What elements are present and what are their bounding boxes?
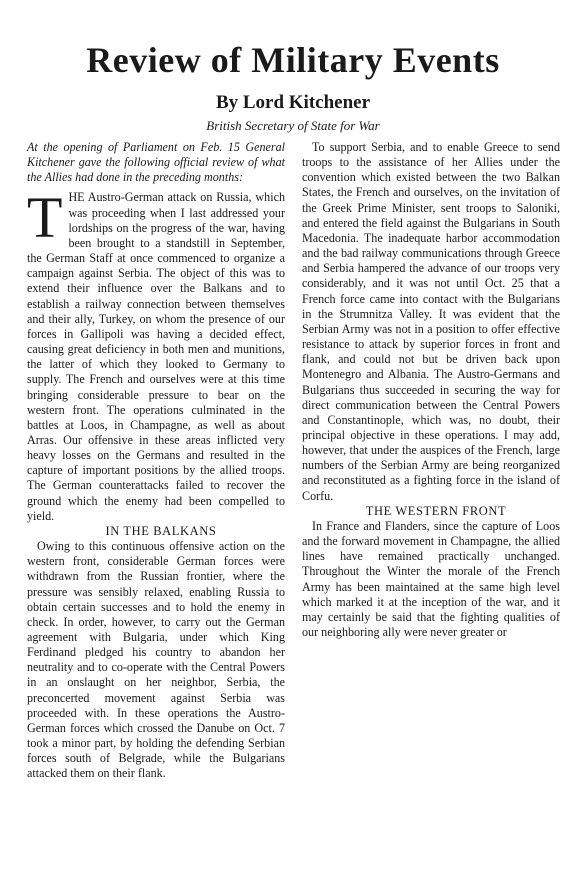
- body-paragraph: [302, 140, 560, 504]
- right-column: [302, 140, 560, 640]
- paragraph-text: To support Serbia, and to enable Greece to send troops to the assistance of her Allies under the convention which existed between the two Balkan States, the French and ourselves, on the invitation of the Greek Prime Minister, sent troops to Saloniki, and entered the field against the Bulgarians in South Macedonia. The inadequate harbor accommodation and the bad railway communications through Greece and Serbia hampered the advance of our troops very considerably, and it was not until Oct. 25 that a French force came into contact with the Bulgarians in the Strumnitza Valley. It was evident that the Serbian Army was not in a position to offer effective resistance to attack by superior forces in front and flank, and could not but be driven back upon Montenegro and Albania. The Austro-Germans and Bulgarians thus succeeded in securing the way for direct communication between the Central Powers and Constantinople, which was, no doubt, their principal objective in these operations. I may add, however, that under the auspices of the French, large numbers of the Serbian Army are being reorganized and reconstituted as a fighting force in the island of Corfu.: [302, 140, 560, 503]
- body-paragraph: [27, 185, 285, 523]
- section-heading-balkans: IN THE BALKANS: [105, 523, 217, 538]
- body-paragraph: [27, 539, 285, 782]
- section-heading-western: THE WESTERN FRONT: [365, 503, 507, 518]
- page-title: Review of Military Events: [86, 40, 500, 80]
- author-role: British Secretary of State for War: [206, 118, 380, 133]
- author-byline: By Lord Kitchener: [215, 92, 371, 113]
- paragraph-text: In France and Flanders, since the capture of Loos and the forward movement in Champagne, the allied lines have remained practically unchanged. Throughout the Winter the morale of the French Army has been maintained at the same high level which marked it at the inception of the war, and it may certainly be said that the fighting qualities of our neighboring ally were never greater or: [302, 518, 560, 639]
- left-column: [27, 140, 285, 782]
- drop-cap: T: [27, 185, 63, 251]
- paragraph-text: Owing to this continuous offensive action on the western front, considerable German forces were withdrawn from the Russian frontier, where the pressure was sensibly relaxed, enabling Russia to obtain certain successes and to hold the enemy in check. In order, however, to carry out the German agreement with Bulgaria, under which King Ferdinand pledged his country to abandon her neutrality and to co-operate with the Central Powers in an onslaught on her neighbor, Serbia, the preconcerted movement against Serbia was proceeded with. In these operations the Austro-German forces which crossed the Danube on Oct. 7 took a minor part, by holding the defending Serbian forces south of Belgrade, while the Bulgarians attacked them on their flank.: [27, 539, 285, 781]
- intro-paragraph: At the opening of Parliament on Feb. 15 General Kitchener gave the following official review of what the Allies had done in the preceding months:: [27, 140, 285, 185]
- body-paragraph: [302, 519, 560, 640]
- paragraph-text: HE Austro-German attack on Russia, which was proceeding when I last addressed your lordships on the progress of the war, having been brought to a standstill in September, the German Staff at once commenced to organize a campaign against Serbia. The object of this was to extend their influence over the Balkans and to establish a railway connection between themselves and their ally, Turkey, on whom the presence of our forces in Gallipoli was having a decided effect, causing great deficiency in both men and munitions, the latter of which they looked to Germany to supply. The French and ourselves were at this time bringing considerable pressure to bear on the western front. The operations culminated in the battles at Loos, in Champagne, as well as about Arras. Our offensive in these areas inflicted very heavy losses on the Germans and resulted in the capture of important positions by the allied troops. The German counterattacks failed to recover the ground which the enemy had been compelled to yield.: [27, 190, 285, 523]
